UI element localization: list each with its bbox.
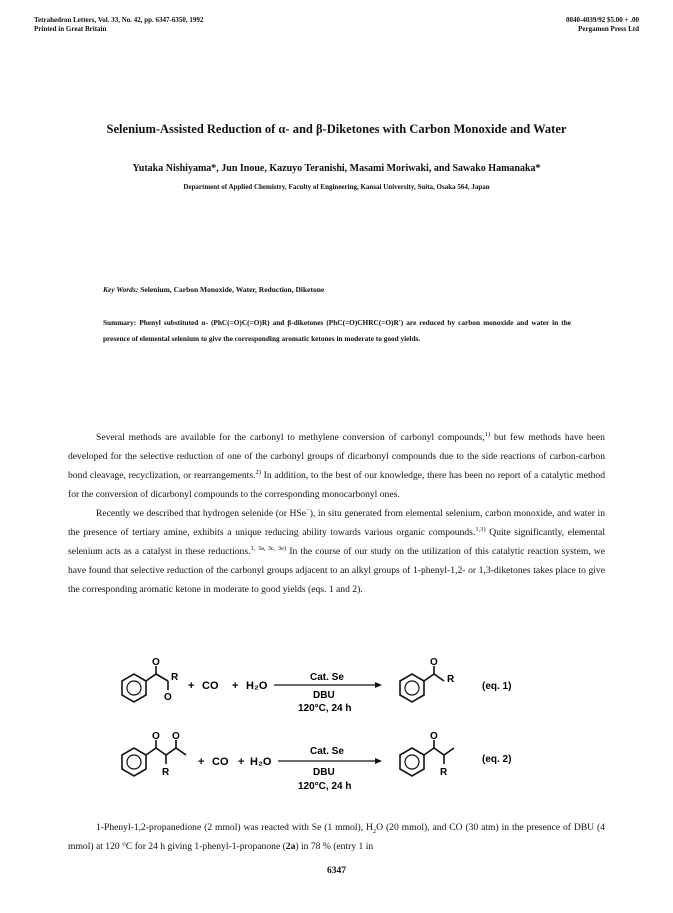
equation-number: (eq. 1) (482, 681, 512, 692)
ref-1-3: 1,3) (475, 525, 486, 533)
paragraph-2 (68, 504, 605, 599)
ref-1: 1) (484, 430, 491, 438)
co-label: CO (212, 756, 229, 768)
plus-sign: + (232, 680, 239, 692)
subscript-2: 2 (372, 827, 377, 835)
oxygen-label: O (164, 692, 172, 703)
r-group-label: R (171, 672, 179, 683)
oxygen-label: O (430, 732, 438, 742)
p3-text-b: O (20 mmol), and CO (30 atm) in the presence of DBU (4 mmol) at 120 °C for 24 h giving 1-phenyl-1-propanone ( (68, 822, 605, 852)
paper-title: Selenium-Assisted Reduction of α- and β-Diketones with Carbon Monoxide and Water (106, 122, 567, 136)
keywords (103, 285, 324, 294)
keywords-text: Selenium, Carbon Monoxide, Water, Reduction, Diketone (140, 285, 325, 294)
r-group-label: R (440, 767, 448, 778)
benzene-ring-4 (400, 748, 424, 776)
base-label: DBU (313, 767, 335, 778)
summary-label: Summary: (103, 318, 137, 327)
superscript-minus: − (306, 506, 310, 514)
ref-2: 2) (255, 468, 261, 476)
bond-chain-3 (146, 748, 186, 755)
publisher: Pergamon Press Ltd (578, 25, 639, 33)
p2-text-c: Quite significantly, elemental selenium acts as a catalyst in these reductions. (68, 527, 605, 557)
journal-code: 0040-4039/92 $5.00 + .00 (565, 16, 639, 24)
co-label: CO (202, 680, 219, 692)
p2-text-d: In the course of our study on the utilization of this catalytic reaction system, we have found that selective reduction of the carbonyl groups adjacent to an alkyl groups of 1-phenyl-1,2- or 1,3-diketones takes place to give the corresponding aromatic ketone in moderate to good yields (eqs. 1 and 2). (68, 546, 605, 595)
page-number: 6347 (327, 866, 346, 876)
summary (103, 315, 571, 347)
p2-text-a: Recently we described that hydrogen selenide (or HSe (96, 508, 307, 519)
plus-sign: + (238, 756, 245, 768)
catalyst-label: Cat. Se (310, 672, 344, 683)
authors: Yutaka Nishiyama*, Jun Inoue, Kazuyo Teranishi, Masami Moriwaki, and Sawako Hamanaka* (132, 163, 541, 174)
equation-1 (110, 658, 540, 726)
bond-chain-4 (424, 748, 454, 755)
bond-chain-1 (146, 674, 168, 681)
arrow-head (375, 682, 382, 688)
body-text-continued (68, 818, 605, 856)
oxygen-label: O (172, 732, 180, 742)
p1-text-b: but few methods have been developed for the selective reduction of one of the carbonyl groups of dicarbonyl compounds due to the side reactions of carbon-carbon bond cleavage, recyclization, or rearrangements. (68, 432, 605, 481)
paragraph-3 (68, 818, 605, 856)
printed-in: Printed in Great Britain (34, 25, 107, 33)
oxygen-label: O (430, 658, 438, 668)
equation-2 (110, 732, 540, 804)
p3-text-a: 1-Phenyl-1,2-propanedione (2 mmol) was reacted with Se (1 mmol), H (96, 822, 373, 833)
body-text (68, 428, 605, 599)
conditions-label: 120°C, 24 h (298, 781, 352, 792)
p3-text-c: ) in 78 % (entry 1 in (295, 841, 374, 852)
p1-text-c: In addition, to the best of our knowledge, there has been no report of a catalytic method for the conversion of dicarbonyl compounds to the corresponding monocarbonyl ones. (68, 470, 606, 500)
bond-chain-2 (424, 674, 444, 681)
catalyst-label: Cat. Se (310, 746, 344, 757)
benzene-ring-1 (122, 674, 146, 702)
plus-sign: + (198, 756, 205, 768)
conditions-label: 120°C, 24 h (298, 703, 352, 714)
journal-citation: Tetrahedron Letters, Vol. 33, No. 42, pp. 6347-6350, 1992 (34, 16, 204, 24)
compound-2a: 2a (285, 841, 296, 852)
paragraph-1 (68, 428, 605, 504)
plus-sign: + (188, 680, 195, 692)
summary-text: Phenyl substituted α- (PhC(=O)C(=O)R) and β-diketones (PhC(=O)CHRC(=O)R') are reduced by carbon monoxide and water in the presence of elemental selenium to give the corresponding aromatic ketones in moderate to good yields. (103, 318, 571, 343)
arrow-head (375, 758, 382, 764)
water-label: H₂O (250, 756, 272, 768)
base-label: DBU (313, 690, 335, 701)
ref-1-3a-3c-3e: 1, 3a, 3c, 3e) (250, 544, 287, 552)
affiliation: Department of Applied Chemistry, Faculty of Engineering, Kansai University, Suita, Osaka 564, Japan (183, 183, 490, 191)
water-label: H₂O (246, 680, 268, 692)
benzene-ring-3 (122, 748, 146, 776)
r-group-label: R (162, 767, 170, 778)
oxygen-label: O (152, 732, 160, 742)
oxygen-label: O (152, 658, 160, 668)
r-group-label: R (447, 674, 455, 685)
equation-number: (eq. 2) (482, 754, 512, 765)
keywords-label: Key Words: (103, 285, 139, 294)
p1-text-a: Several methods are available for the carbonyl to methylene conversion of carbonyl compounds, (96, 432, 485, 443)
benzene-ring-2 (400, 674, 424, 702)
p2-text-b: ), in situ generated from elemental selenium, carbon monoxide, and water in the presence of tertiary amine, exhibits a unique reducing ability towards various organic compounds. (68, 508, 605, 538)
